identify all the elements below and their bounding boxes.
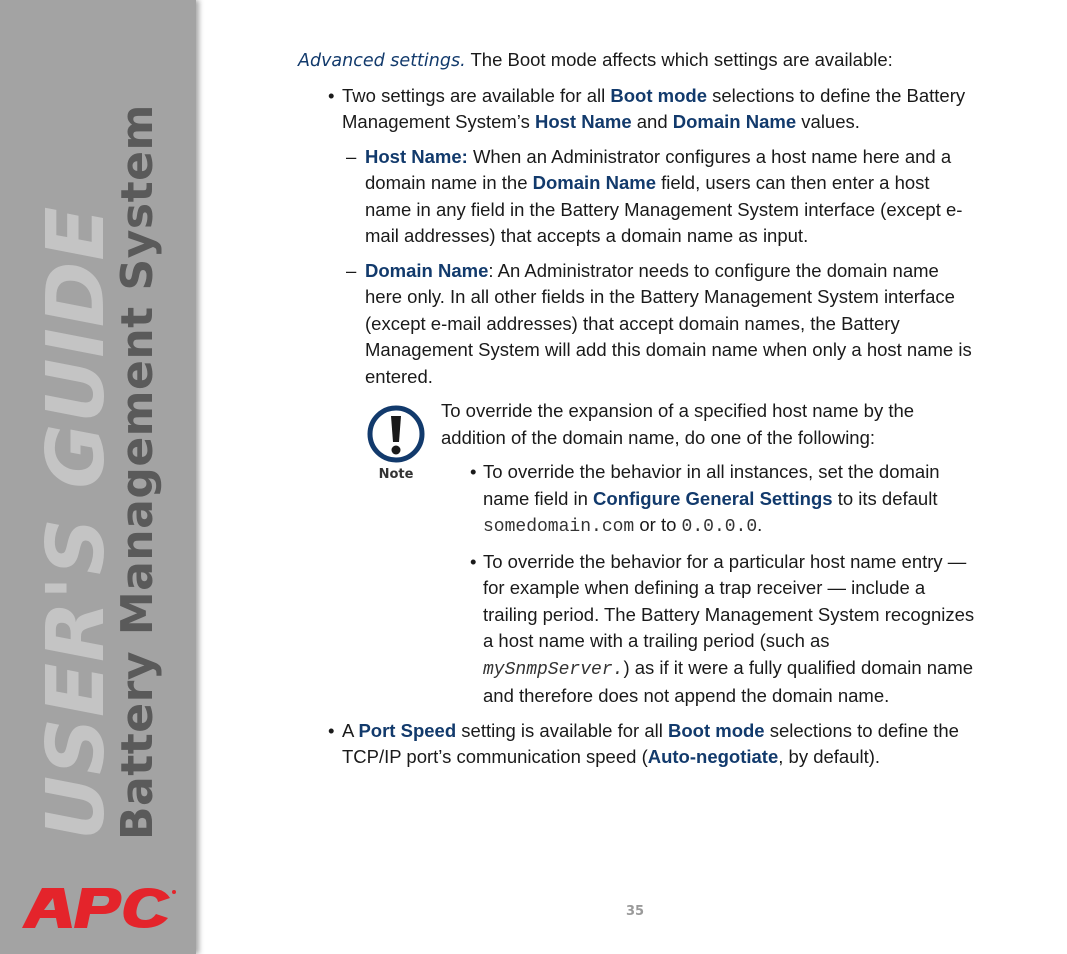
users-guide-title: USER'S GUIDE [30,205,122,840]
sub-item-host-name: – Host Name: When an Administrator configures a host name here and a domain name in the Domain Name field, users can then enter a host name in any field in the Battery Management System interface (except e-mail addresses) that accepts a domain name as input. [346,145,963,246]
bullet-port-speed: • A Port Speed setting is available for all Boot mode selections to define the TCP/IP port’s communication speed (Auto-negotiate, by default). [328,719,959,767]
bullet-marker: • [470,550,477,572]
bullet-marker: • [328,719,335,741]
svg-text:Note: Note [378,467,414,482]
dash-marker: – [346,145,357,167]
intro-paragraph: Advanced settings. The Boot mode affects which settings are available: [298,49,893,71]
note-item-particular-host: • To override the behavior for a particular host name entry — for example when defining a trap receiver — include a trailing period. The Battery Management System recognizes a host name with a trailing period (such as mySnmpServer.) as if it were a fully qualified domain name and therefore does not append the domain name. [470,550,975,706]
product-subtitle: Battery Management System [112,104,163,840]
bullet-marker: • [328,84,335,106]
page-number: 35 [625,904,645,919]
bullet-marker: • [470,461,477,482]
sub-item-domain-name: – Domain Name: An Administrator needs to configure the domain name here only. In all other fields in the Battery Management System interface (except e-mail addresses) that accept domain names, the Battery Management System will add this domain name when only a host name is entered. [346,259,972,387]
note-box [298,398,978,482]
bullet-boot-mode-settings: • Two settings are available for all Boot mode selections to define the Battery Management System’s Host Name and Domain Name values. [328,84,966,132]
note-text: To override the expansion of a specified host name by the addition of the domain name, do one of the following: [441,400,915,448]
main-content [298,47,978,771]
section-title: Advanced settings. [298,51,466,71]
sidebar [0,0,196,954]
note-item-all-instances: • To override the behavior in all instances, set the domain name field in Configure General Settings to its default somedomain.com or to 0.0.0.0. [470,461,940,537]
dash-marker: – [346,259,357,281]
apc-logo [20,886,178,930]
